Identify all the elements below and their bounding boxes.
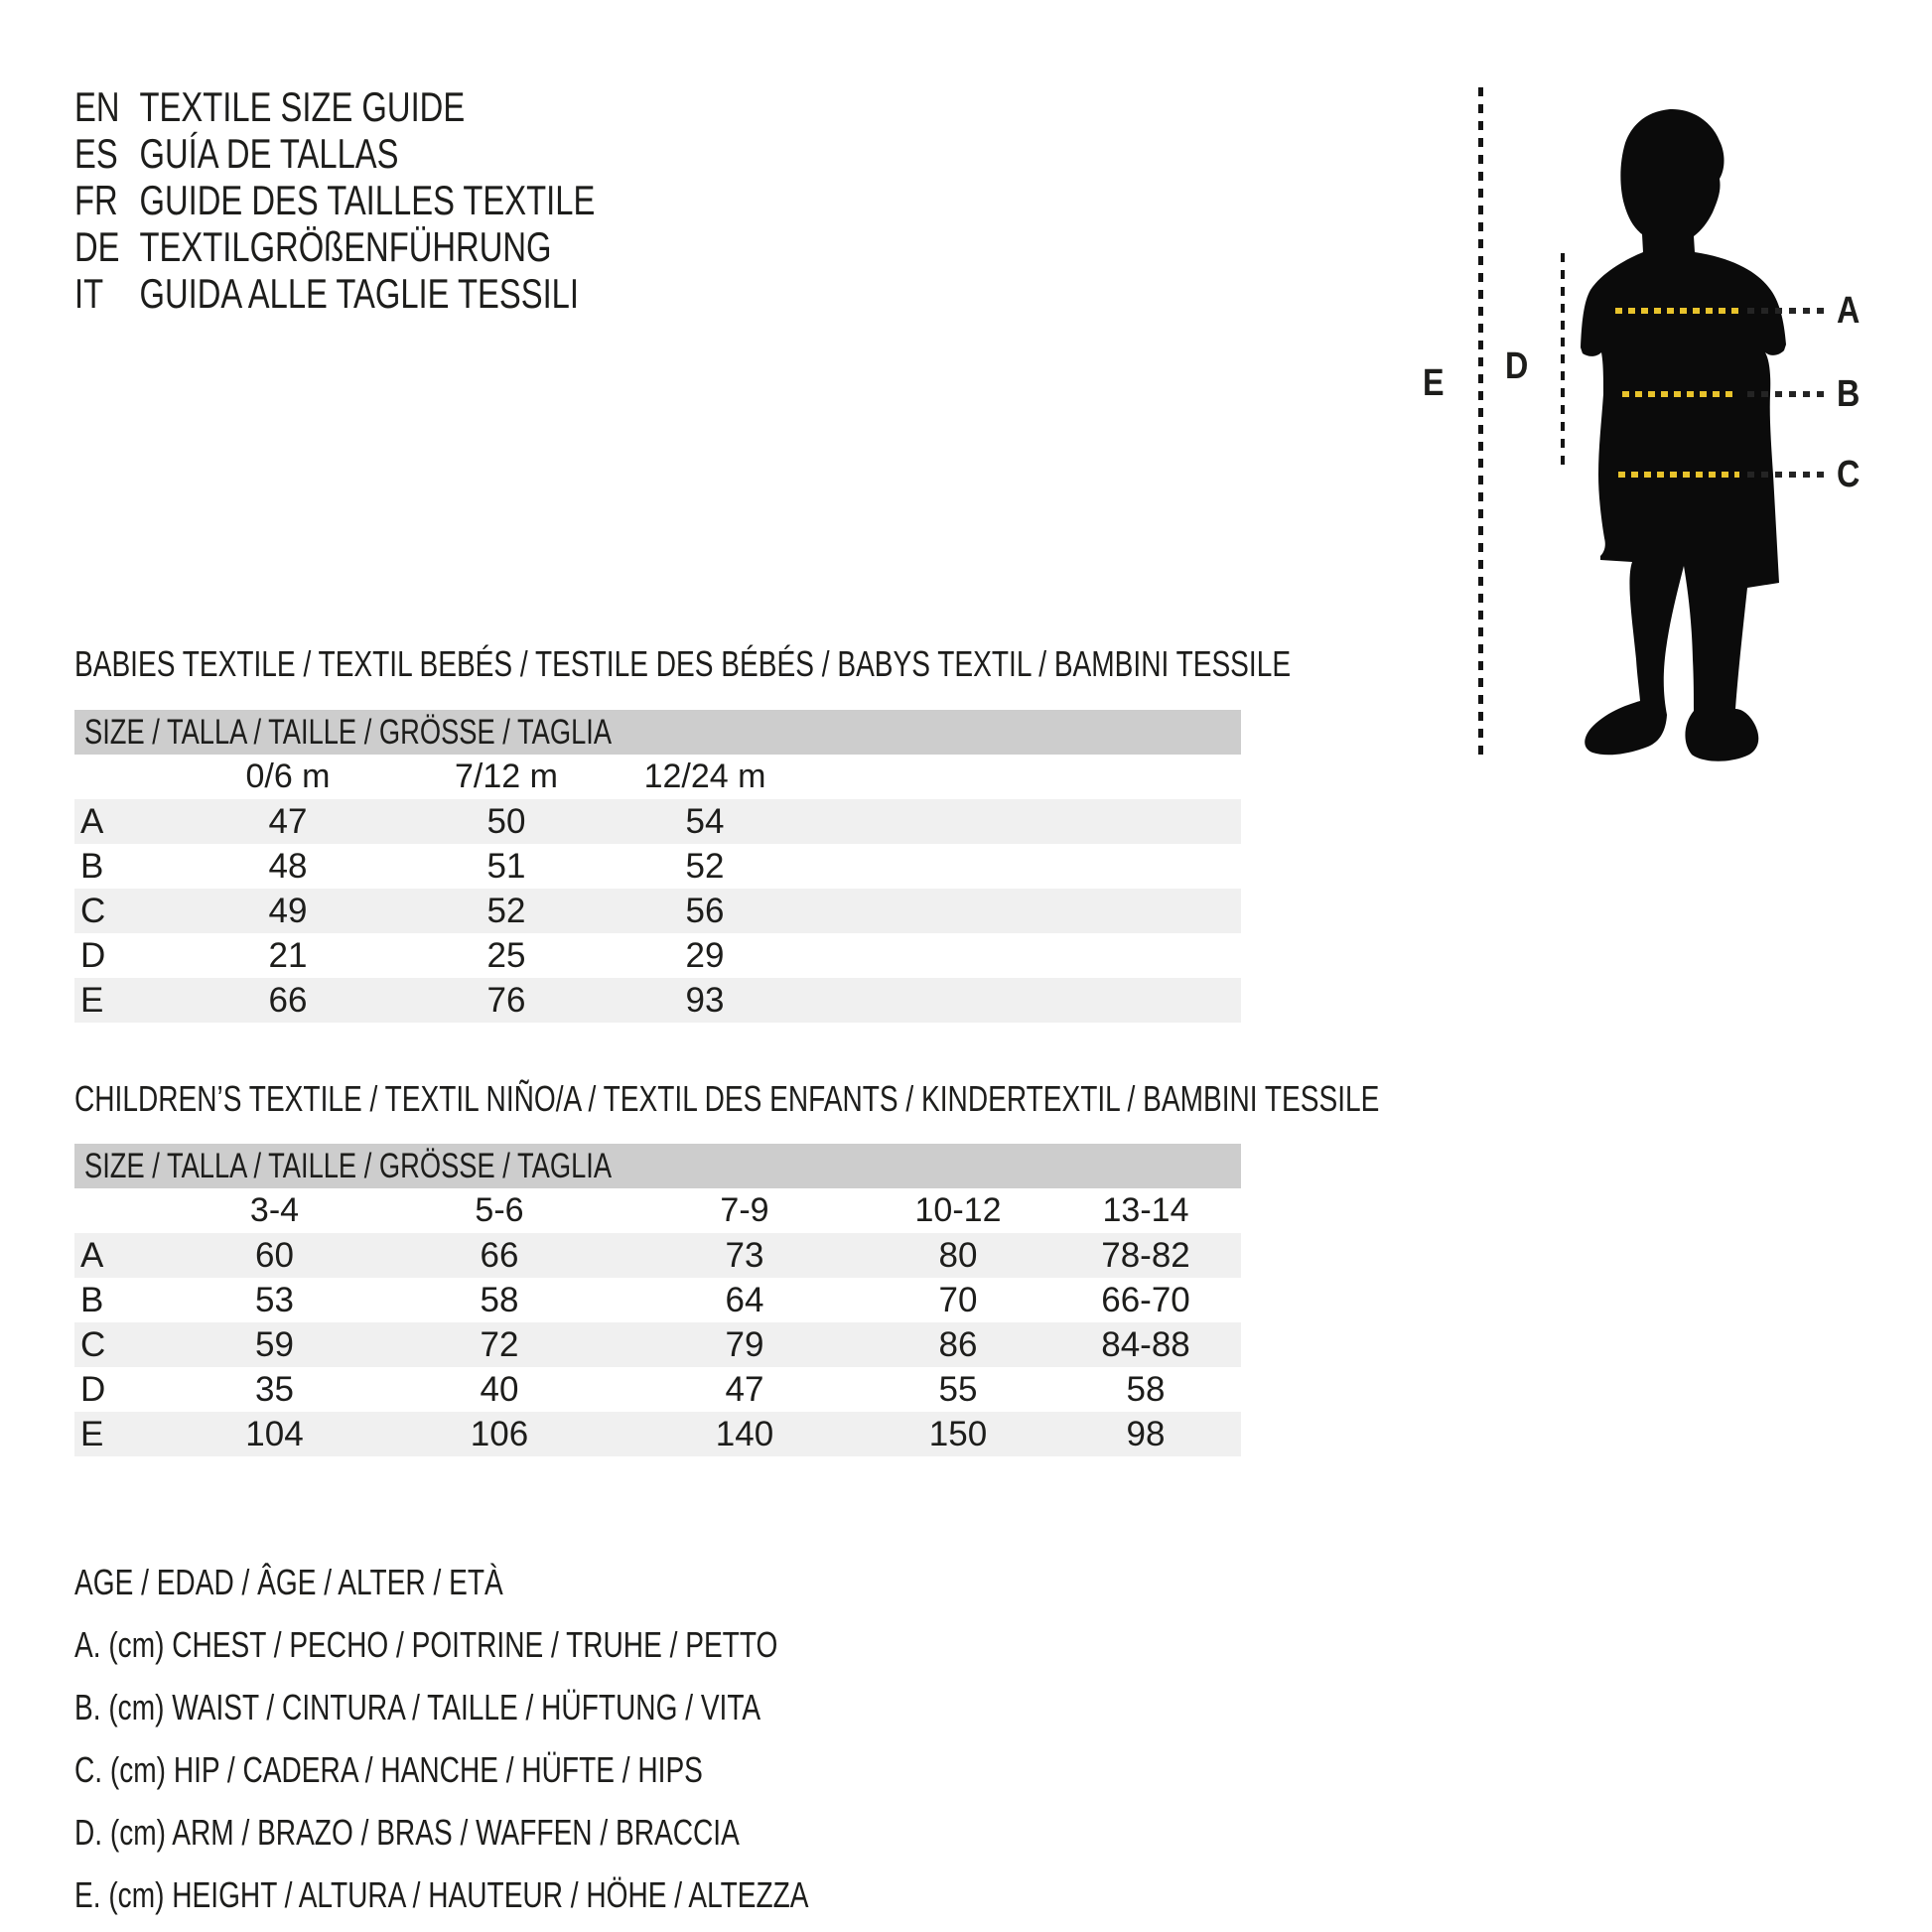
measurement-value: 66-70 (1101, 1280, 1190, 1319)
measurement-row-D (74, 1367, 1241, 1412)
hip-C-leader-line (1747, 472, 1827, 478)
legend-line: B. (cm) WAIST / CINTURA / TAILLE / HÜFTUNG / VITA (74, 1687, 761, 1727)
language-guide-title: GUIDE DES TAILLES TEXTILE (139, 177, 596, 223)
measurement-value: 40 (480, 1369, 519, 1409)
measurement-value: 60 (174, 1233, 375, 1278)
measurement-legend (74, 1551, 1016, 1926)
babies-section-title: BABIES TEXTILE / TEXTIL BEBÉS / TESTILE DES BÉBÉS / BABYS TEXTIL / BAMBINI TESSILE (74, 643, 1292, 684)
language-title-list (74, 83, 742, 317)
language-row (74, 270, 742, 317)
language-guide-title: TEXTILGRÖßENFÜHRUNG (139, 223, 552, 270)
measurement-letter: C (74, 1322, 174, 1367)
measurement-value: 80 (866, 1233, 1050, 1278)
chest-A-leader-line (1747, 308, 1827, 314)
babies-size-table (74, 755, 1241, 1023)
measurement-row-A (74, 799, 1241, 844)
waist-B-measure-line (1622, 391, 1735, 397)
arm-D-dashed-line (1561, 253, 1565, 469)
measurement-letter: B (80, 846, 104, 886)
measurement-letter: D (80, 1369, 106, 1409)
filler-cell (799, 889, 1241, 933)
measurement-value: 76 (402, 978, 611, 1023)
measurement-row-A (74, 1233, 1241, 1278)
measurement-value: 49 (174, 889, 402, 933)
corner-cell (74, 1188, 174, 1233)
measurement-letter: E (74, 1412, 174, 1456)
language-row (74, 223, 742, 270)
measurement-value: 53 (255, 1280, 294, 1319)
language-code: FR (74, 177, 118, 223)
filler-cell (799, 933, 1241, 978)
measurement-letter: A (74, 799, 174, 844)
measurement-value: 50 (402, 799, 611, 844)
language-row (74, 130, 742, 177)
language-code: EN (74, 83, 120, 130)
measurement-value: 93 (611, 978, 799, 1023)
measurement-row-C (74, 889, 1241, 933)
measurement-value: 84-88 (1050, 1322, 1241, 1367)
language-guide-title: GUÍA DE TALLAS (139, 130, 399, 177)
size-column-header: 12/24 m (643, 758, 766, 795)
filler-cell (799, 978, 1241, 1023)
language-guide-title: GUIDA ALLE TAGLIE TESSILI (139, 270, 579, 317)
legend-line: AGE / EDAD / ÂGE / ALTER / ETÀ (74, 1562, 503, 1602)
size-column-header: 3-4 (249, 1191, 300, 1229)
measurement-value: 21 (268, 935, 308, 975)
size-column-header: 7-9 (720, 1191, 769, 1229)
measurement-value: 59 (174, 1322, 375, 1367)
measurement-letter: E (74, 978, 174, 1023)
filler-cell (799, 755, 1241, 799)
language-code: IT (74, 270, 104, 317)
legend-line: C. (cm) HIP / CADERA / HANCHE / HÜFTE / HIPS (74, 1749, 703, 1790)
size-column-header: 7/12 m (455, 758, 558, 795)
children-section-title: CHILDREN’S TEXTILE / TEXTIL NIÑO/A / TEXTIL DES ENFANTS / KINDERTEXTIL / BAMBINI TESSILE (74, 1078, 1380, 1119)
filler-cell (799, 844, 1241, 889)
size-column-header: 5-6 (475, 1191, 524, 1229)
language-code: ES (74, 130, 118, 177)
measurement-letter: A (74, 1233, 174, 1278)
measurement-value: 35 (255, 1369, 294, 1409)
hip-C-measure-line (1618, 472, 1739, 478)
measurement-letter: C (74, 889, 174, 933)
children-size-table (74, 1188, 1241, 1456)
measurement-value: 51 (486, 846, 526, 886)
babies-size-header-bar: SIZE / TALLA / TAILLE / GRÖSSE / TAGLIA (74, 710, 1241, 755)
figure-label-B: B (1837, 373, 1861, 415)
size-column-header: 13-14 (1102, 1191, 1189, 1229)
measurement-value: 54 (611, 799, 799, 844)
measurement-value: 72 (375, 1322, 623, 1367)
filler-cell (799, 799, 1241, 844)
measurement-row-C (74, 1322, 1241, 1367)
measurement-row-E (74, 1412, 1241, 1456)
chest-A-measure-line (1615, 308, 1740, 314)
figure-label-C: C (1837, 454, 1861, 495)
legend-line: A. (cm) CHEST / PECHO / POITRINE / TRUHE / PETTO (74, 1624, 778, 1665)
size-column-header-row (74, 755, 1241, 799)
figure-label-E: E (1423, 362, 1445, 404)
measurement-value: 86 (866, 1322, 1050, 1367)
measurement-value: 66 (174, 978, 402, 1023)
corner-cell (74, 755, 174, 799)
size-column-header: 0/6 m (245, 758, 331, 795)
measurement-value: 106 (375, 1412, 623, 1456)
measurement-value: 47 (725, 1369, 764, 1409)
measurement-value: 29 (685, 935, 725, 975)
measurement-value: 52 (402, 889, 611, 933)
measurement-value: 25 (486, 935, 526, 975)
measurement-value: 56 (611, 889, 799, 933)
measurement-value: 47 (174, 799, 402, 844)
measurement-value: 55 (938, 1369, 978, 1409)
measurement-value: 70 (938, 1280, 978, 1319)
measurement-value: 64 (725, 1280, 764, 1319)
language-guide-title: TEXTILE SIZE GUIDE (139, 83, 466, 130)
legend-line: E. (cm) HEIGHT / ALTURA / HAUTEUR / HÖHE / ALTEZZA (74, 1874, 809, 1915)
measurement-value: 48 (268, 846, 308, 886)
measurement-value: 52 (685, 846, 725, 886)
waist-B-leader-line (1747, 391, 1827, 397)
size-column-header: 10-12 (914, 1191, 1002, 1229)
measurement-value: 150 (866, 1412, 1050, 1456)
measurement-value: 78-82 (1050, 1233, 1241, 1278)
measurement-value: 140 (623, 1412, 866, 1456)
size-column-header-row (74, 1188, 1241, 1233)
measurement-value: 58 (480, 1280, 519, 1319)
measurement-value: 73 (623, 1233, 866, 1278)
language-row (74, 83, 742, 130)
measurement-row-D (74, 933, 1241, 978)
measurement-value: 58 (1126, 1369, 1166, 1409)
language-row (74, 177, 742, 223)
measurement-row-B (74, 844, 1241, 889)
measurement-letter: B (80, 1280, 104, 1319)
measurement-letter: D (80, 935, 106, 975)
language-code: DE (74, 223, 120, 270)
children-size-header-bar: SIZE / TALLA / TAILLE / GRÖSSE / TAGLIA (74, 1144, 1241, 1188)
figure-label-A: A (1837, 290, 1861, 332)
measurement-value: 66 (375, 1233, 623, 1278)
figure-label-D: D (1505, 345, 1529, 387)
measurement-value: 104 (174, 1412, 375, 1456)
measurement-value: 79 (623, 1322, 866, 1367)
measurement-row-B (74, 1278, 1241, 1322)
measurement-row-E (74, 978, 1241, 1023)
measurement-value: 98 (1050, 1412, 1241, 1456)
legend-line: D. (cm) ARM / BRAZO / BRAS / WAFFEN / BRACCIA (74, 1812, 740, 1853)
